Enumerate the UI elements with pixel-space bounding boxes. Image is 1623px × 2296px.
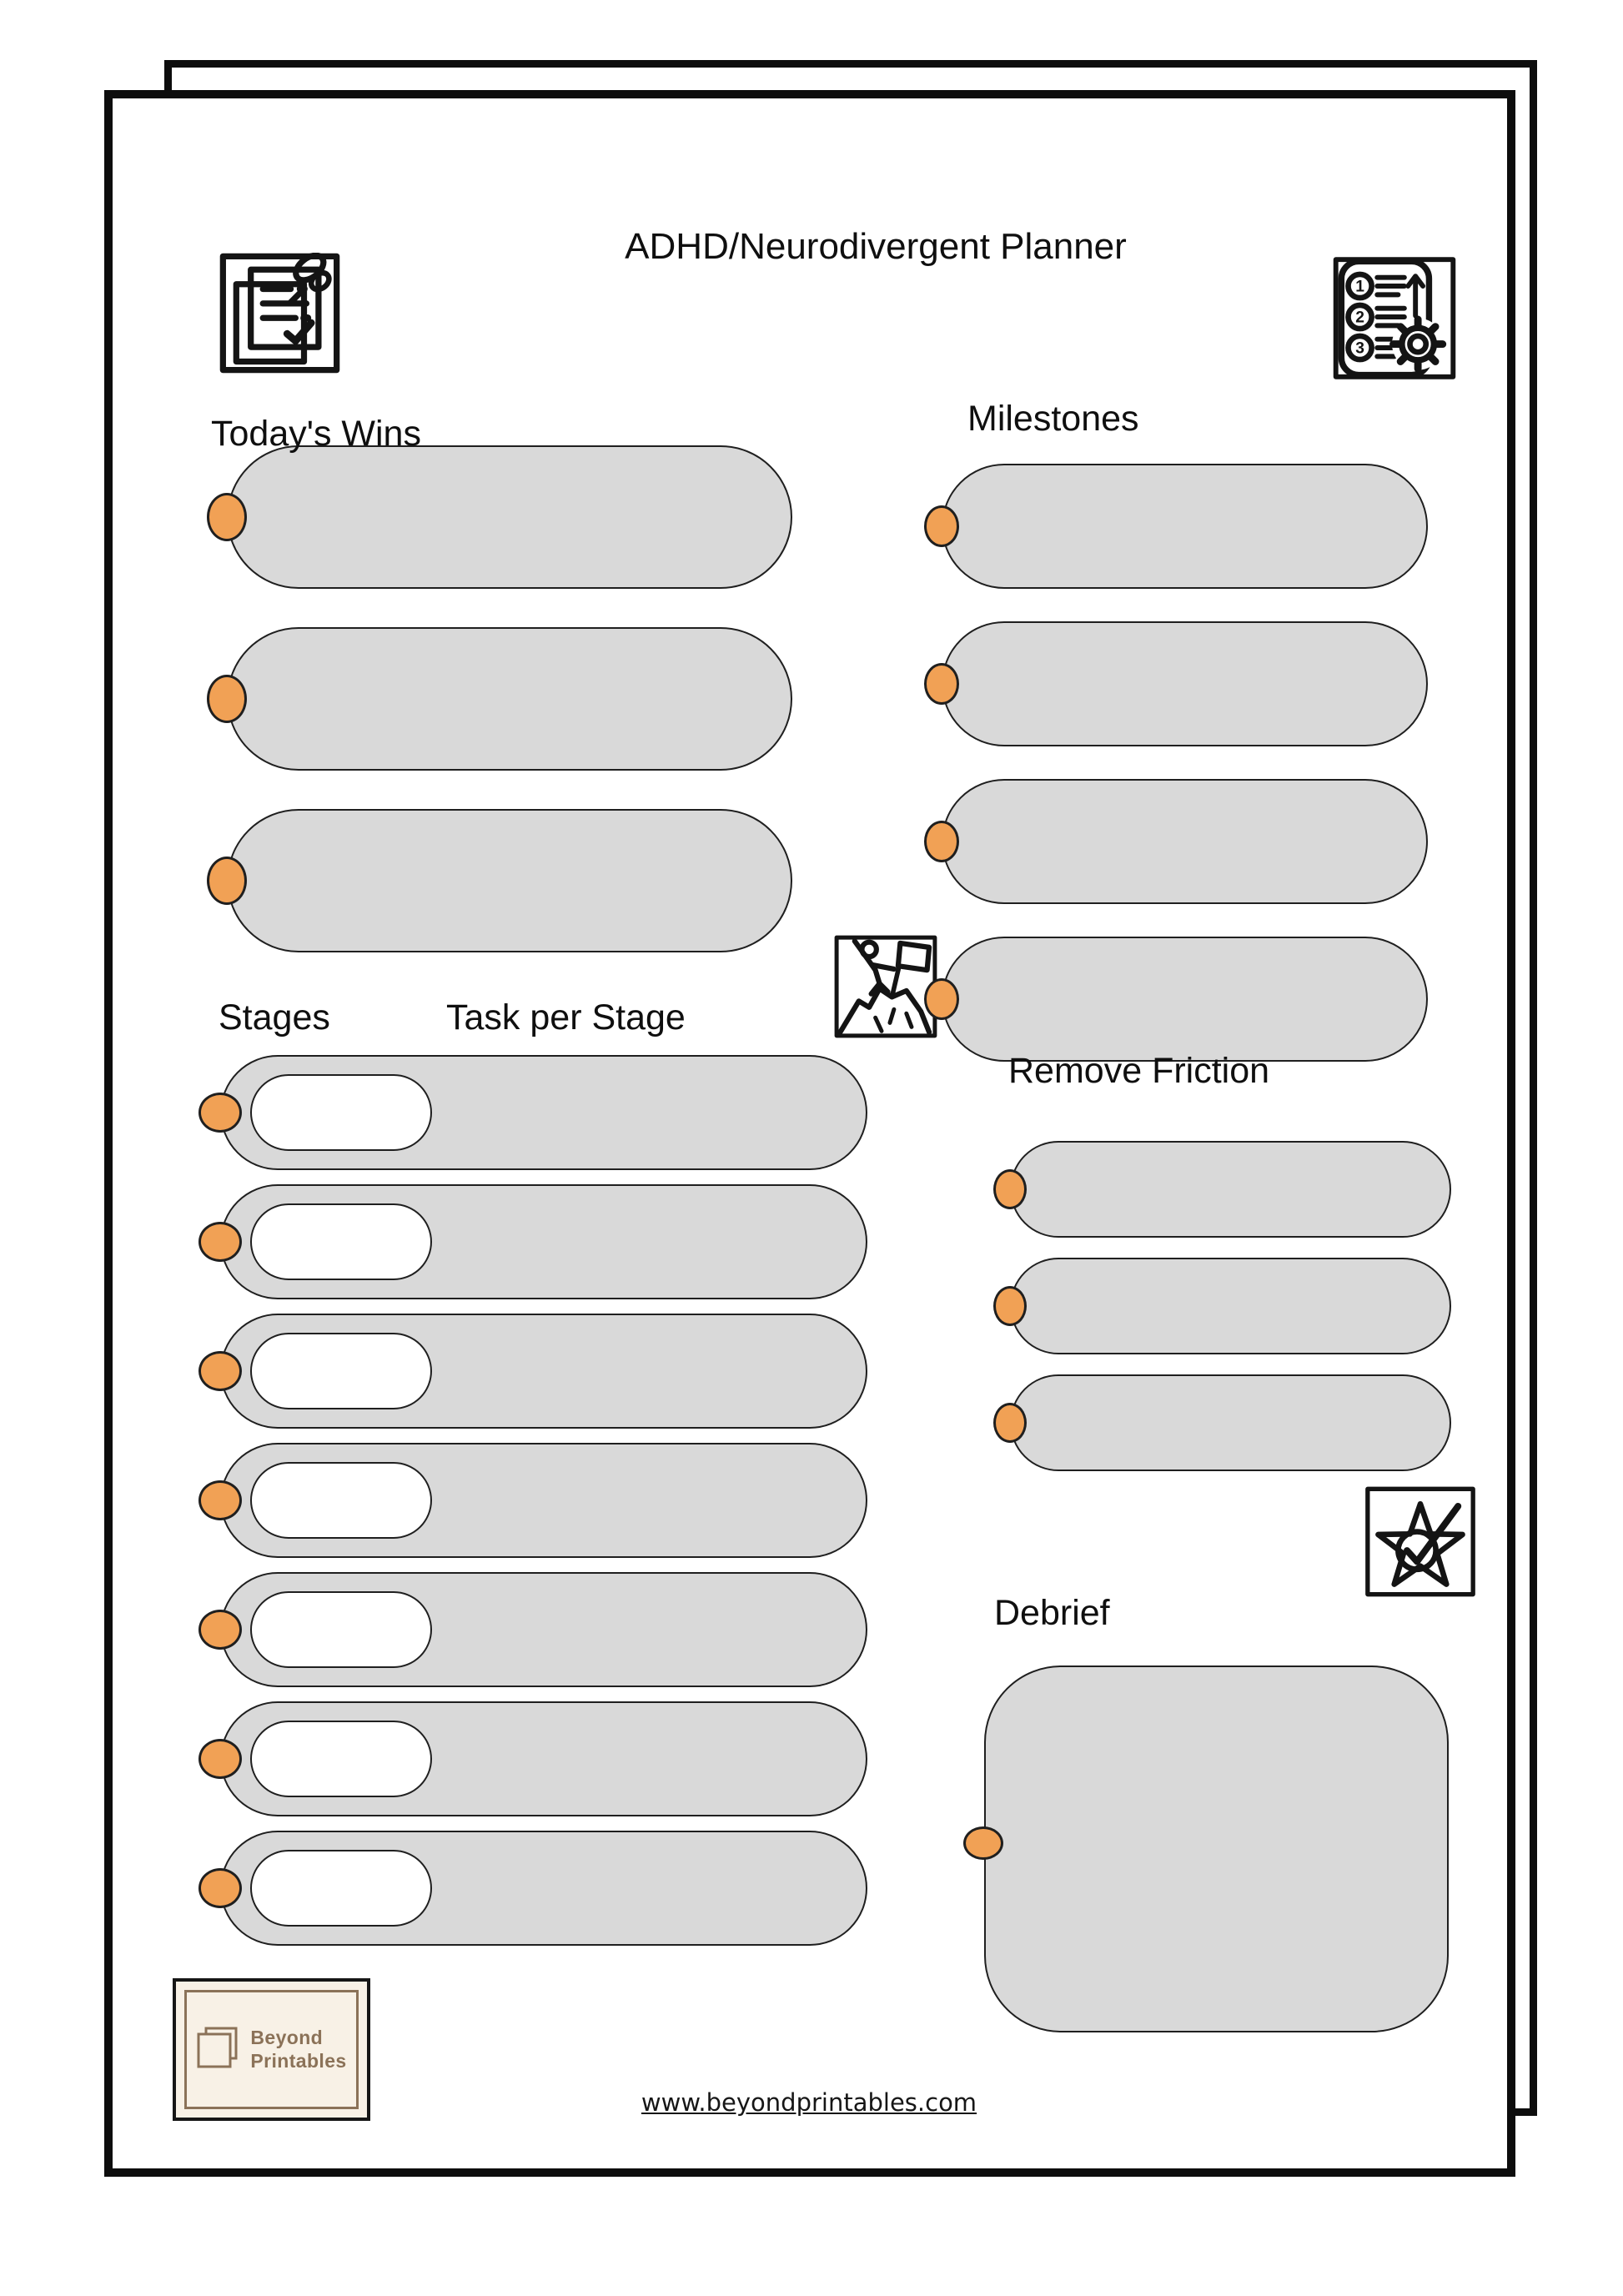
- write-in-slot[interactable]: [1010, 1258, 1451, 1354]
- task-per-stage-label: Task per Stage: [446, 997, 686, 1037]
- bullet-dot: [207, 493, 247, 541]
- stage-name-box[interactable]: [250, 1462, 432, 1539]
- page-title: ADHD/Neurodivergent Planner: [625, 226, 1127, 267]
- write-in-slot[interactable]: [942, 779, 1428, 904]
- remove-friction-label: Remove Friction: [1008, 1051, 1270, 1091]
- bullet-dot: [924, 505, 959, 547]
- bullet-dot: [993, 1169, 1027, 1209]
- bullet-dot: [993, 1403, 1027, 1443]
- stacked-squares-icon: [196, 2026, 239, 2073]
- write-in-slot[interactable]: [220, 1314, 867, 1429]
- stage-name-box[interactable]: [250, 1333, 432, 1409]
- remove-friction-slot-list: [993, 1141, 1451, 1471]
- stages-slot-3: [198, 1314, 867, 1429]
- write-in-slot[interactable]: [220, 1443, 867, 1558]
- write-in-slot[interactable]: [220, 1184, 867, 1299]
- todays-wins-slot-1: [207, 445, 792, 589]
- bullet-dot: [198, 1868, 242, 1908]
- bullet-dot: [207, 857, 247, 905]
- bullet-dot: [207, 675, 247, 723]
- stage-name-box[interactable]: [250, 1591, 432, 1668]
- bullet-dot: [924, 663, 959, 705]
- star-check-icon: [1359, 1486, 1481, 1597]
- milestones-slot-4: [924, 937, 1428, 1062]
- write-in-slot[interactable]: [220, 1701, 867, 1816]
- bullet-dot: [198, 1739, 242, 1779]
- number-2-glyph: 2: [1355, 309, 1364, 327]
- brand-name-line2: Printables: [250, 2049, 347, 2072]
- milestones-slot-2: [924, 621, 1428, 746]
- brand-logo-card: [173, 1978, 370, 2121]
- stages-slot-7: [198, 1831, 867, 1946]
- brand-name-line1: Beyond: [250, 2026, 324, 2048]
- stages-slot-5: [198, 1572, 867, 1687]
- write-in-slot[interactable]: [220, 1572, 867, 1687]
- stages-label: Stages: [219, 997, 330, 1037]
- debrief-bullet-dot: [963, 1826, 1003, 1860]
- bullet-dot: [924, 821, 959, 862]
- bullet-dot: [198, 1351, 242, 1391]
- stages-slot-6: [198, 1701, 867, 1816]
- number-1-glyph: 1: [1355, 278, 1364, 296]
- todays-wins-slot-3: [207, 809, 792, 952]
- bullet-dot: [993, 1286, 1027, 1326]
- brand-logo-text: [250, 2027, 346, 2072]
- bullet-dot: [924, 978, 959, 1020]
- brand-logo-frame: [184, 1990, 359, 2109]
- write-in-slot[interactable]: [942, 937, 1428, 1062]
- milestones-slot-list: [924, 464, 1428, 1062]
- remove-friction-slot-1: [993, 1141, 1451, 1238]
- stage-name-box[interactable]: [250, 1074, 432, 1151]
- remove-friction-slot-2: [993, 1258, 1451, 1354]
- number-3-glyph: 3: [1355, 339, 1364, 358]
- milestones-label: Milestones: [967, 399, 1139, 439]
- bullet-dot: [198, 1480, 242, 1520]
- write-in-slot[interactable]: [227, 445, 792, 589]
- write-in-slot[interactable]: [1010, 1141, 1451, 1238]
- write-in-slot[interactable]: [942, 464, 1428, 589]
- stages-slot-1: [198, 1055, 867, 1170]
- todays-wins-slot-2: [207, 627, 792, 771]
- todays-wins-label: Today's Wins: [211, 414, 421, 454]
- todays-wins-slot-list: [207, 445, 792, 952]
- bullet-dot: [198, 1610, 242, 1650]
- numbered-list-gear-icon: [1333, 254, 1456, 382]
- write-in-slot[interactable]: [220, 1055, 867, 1170]
- milestones-slot-3: [924, 779, 1428, 904]
- debrief-write-in-box[interactable]: [984, 1665, 1449, 2032]
- write-in-slot[interactable]: [1010, 1374, 1451, 1471]
- stage-name-box[interactable]: [250, 1721, 432, 1797]
- stages-slot-4: [198, 1443, 867, 1558]
- write-in-slot[interactable]: [942, 621, 1428, 746]
- bullet-dot: [198, 1093, 242, 1133]
- stages-slot-list: [198, 1055, 867, 1946]
- write-in-slot[interactable]: [227, 627, 792, 771]
- write-in-slot[interactable]: [220, 1831, 867, 1946]
- stages-slot-2: [198, 1184, 867, 1299]
- write-in-slot[interactable]: [227, 809, 792, 952]
- stage-name-box[interactable]: [250, 1850, 432, 1927]
- pinned-notes-icon: [219, 253, 340, 374]
- summit-flag-icon: [834, 932, 937, 1041]
- bullet-dot: [198, 1222, 242, 1262]
- debrief-label: Debrief: [994, 1593, 1110, 1633]
- website-link[interactable]: www.beyondprintables.com: [641, 2088, 977, 2117]
- milestones-slot-1: [924, 464, 1428, 589]
- remove-friction-slot-3: [993, 1374, 1451, 1471]
- stage-name-box[interactable]: [250, 1203, 432, 1280]
